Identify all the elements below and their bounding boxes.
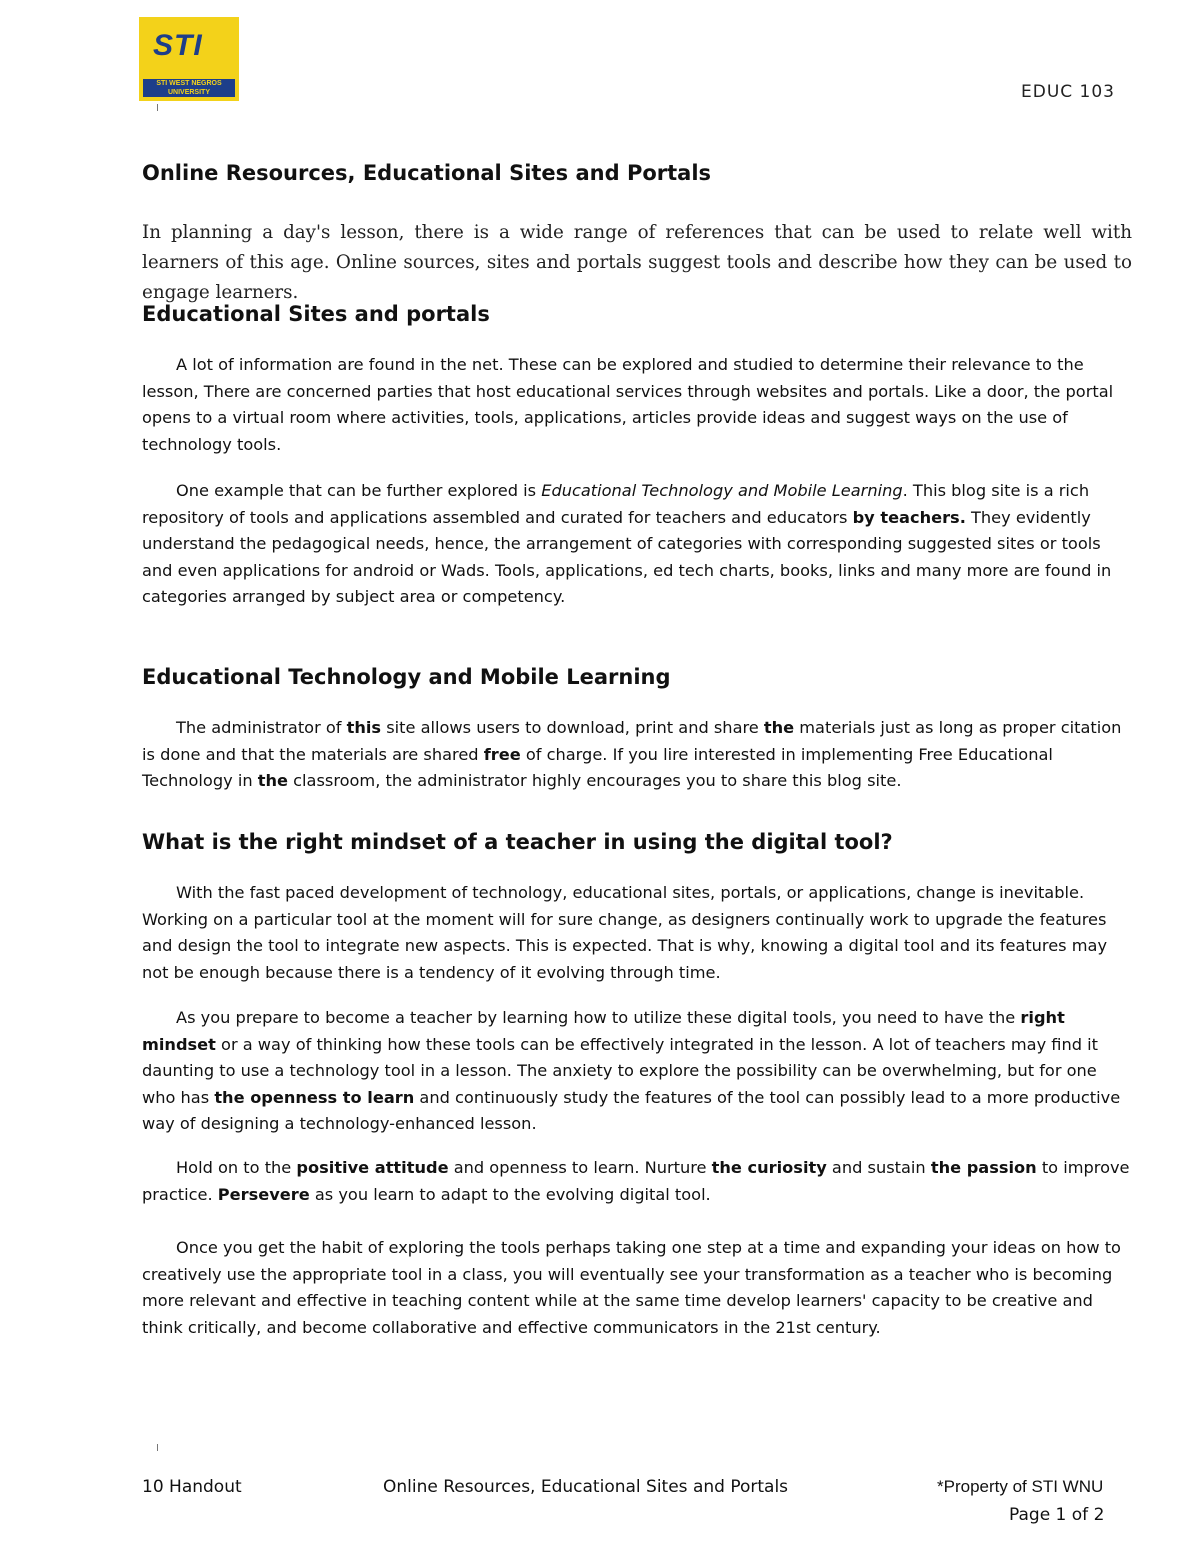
footer-document-title: Online Resources, Educational Sites and Portals bbox=[383, 1477, 789, 1497]
bold-run: the passion bbox=[930, 1158, 1037, 1177]
intro-paragraph: In planning a day's lesson, there is a wide range of references that can be used to relate well with learners of this age. Online sources, sites and portals suggest tools and describe how they can be used to engage learners. bbox=[142, 222, 1132, 303]
heading-edtech-mobile: Educational Technology and Mobile Learning bbox=[142, 665, 671, 689]
page-number: Page 1 of 2 bbox=[1009, 1505, 1105, 1525]
bold-run: this bbox=[346, 718, 382, 737]
heading-right-mindset: What is the right mindset of a teacher in using the digital tool? bbox=[142, 830, 893, 854]
footer-property-note: *Property of STI WNU bbox=[937, 1477, 1104, 1496]
heading-educational-sites: Educational Sites and portals bbox=[142, 302, 490, 326]
bold-run: the curiosity bbox=[711, 1158, 827, 1177]
text-run: materials just as long as proper citation is done and that the materials are shared bbox=[142, 718, 1122, 764]
paragraph-text: A lot of information are found in the net. These can be explored and studied to determine their relevance to the lesson, There are concerned parties that host educational services through websites and portals. Like a door, the portal opens to a virtual room where activities, tools, applications, articles provide ideas and suggest ways on the use of technology tools. bbox=[142, 355, 1114, 454]
text-run: The administrator of bbox=[176, 718, 347, 737]
text-run: or a way of thinking how these tools can be effectively integrated in the lesson. A lot of teachers may find it daunting to use a technology tool in a lesson. The anxiety to explore the possibility can be overwhelming, but for one who has bbox=[142, 1034, 1099, 1107]
footer-handout-number: 10 Handout bbox=[142, 1477, 242, 1497]
text-run: to improve practice. bbox=[142, 1158, 1130, 1204]
bold-run: the bbox=[763, 718, 795, 737]
text-run: They evidently understand the pedagogical needs, hence, the arrangement of categories with corresponding suggested sites or tools and even applications for android or Wads. Tools, applications, ed tech charts, books, links and many more are found in categories arranged by subject area or competency. bbox=[142, 507, 1112, 606]
paragraph-administrator bbox=[142, 715, 1132, 795]
text-run: As you prepare to become a teacher by learning how to utilize these digital tools, you need to have the bbox=[176, 1008, 1021, 1027]
text-run: of charge. If you lire interested in implementing Free Educational Technology in bbox=[142, 744, 1053, 790]
text-run: classroom, the administrator highly encourages you to share this blog site. bbox=[287, 771, 902, 790]
sti-logo bbox=[139, 17, 239, 101]
bold-run: by teachers. bbox=[852, 507, 966, 527]
text-run: Hold on to the bbox=[176, 1158, 297, 1177]
italic-site-name: Educational Technology and Mobile Learning bbox=[541, 481, 903, 500]
text-run: site allows users to download, print and share bbox=[381, 718, 764, 737]
text-run: One example that can be further explored is bbox=[176, 481, 542, 500]
logo-mark: STI bbox=[153, 29, 203, 62]
text-run: . This blog site is a rich repository of tools and applications assembled and curated for teachers and educators bbox=[142, 481, 1090, 527]
paragraph-sites-intro bbox=[142, 352, 1132, 458]
bold-run: free bbox=[483, 744, 521, 764]
bold-run: the openness to learn bbox=[214, 1087, 415, 1107]
paragraph-hold-on bbox=[142, 1155, 1132, 1208]
paragraph-prepare bbox=[142, 1005, 1132, 1138]
paragraph-text: With the fast paced development of technology, educational sites, portals, or applications, change is inevitable. Working on a particular tool at the moment will for sure change, as designers continually work to upgrade the features and design the tool to integrate new aspects. This is expected. That is why, knowing a digital tool and its features may not be enough because there is a tendency of it evolving through time. bbox=[142, 883, 1108, 982]
course-code: EDUC 103 bbox=[1021, 82, 1115, 102]
header-tick bbox=[157, 104, 158, 111]
text-run: and continuously study the features of the tool can possibly lead to a more productive way of designing a technology-enhanced lesson. bbox=[142, 1087, 1121, 1133]
paragraph-once-you bbox=[142, 1235, 1132, 1341]
footer-tick bbox=[157, 1444, 158, 1451]
bold-run: positive attitude bbox=[296, 1158, 449, 1177]
bold-run: right mindset bbox=[142, 1008, 1065, 1054]
paragraph-example bbox=[142, 478, 1132, 611]
bold-run: Persevere bbox=[217, 1184, 310, 1204]
text-run: as you learn to adapt to the evolving digital tool. bbox=[309, 1184, 711, 1204]
logo-university-band: STI WEST NEGROS UNIVERSITY bbox=[143, 79, 235, 97]
document-title: Online Resources, Educational Sites and Portals bbox=[142, 161, 712, 185]
paragraph-text: Once you get the habit of exploring the tools perhaps taking one step at a time and expanding your ideas on how to creatively use the appropriate tool in a class, you will eventually see your transformation as a teacher who is becoming more relevant and effective in teaching content while at the same time develop learners' capacity to be creative and think critically, and become collaborative and effective communicators in the 21st century. bbox=[142, 1238, 1121, 1337]
paragraph-fast-paced bbox=[142, 880, 1132, 986]
text-run: and sustain bbox=[826, 1158, 931, 1177]
text-run: and openness to learn. Nurture bbox=[448, 1158, 712, 1177]
bold-run: the bbox=[257, 771, 288, 790]
